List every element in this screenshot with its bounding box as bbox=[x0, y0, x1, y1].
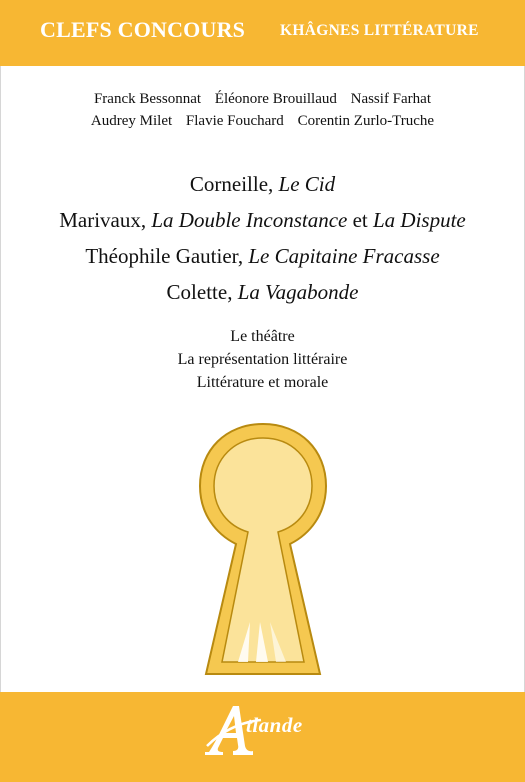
author-name: Éléonore Brouillaud bbox=[214, 91, 337, 107]
work-author: Marivaux, bbox=[59, 208, 152, 232]
work-author: Théophile Gautier, bbox=[85, 244, 249, 268]
work-line bbox=[0, 238, 525, 274]
work-title: La Double Inconstance bbox=[151, 208, 348, 232]
theme-item: La représentation littéraire bbox=[177, 351, 348, 368]
work-title: Le Capitaine Fracasse bbox=[248, 244, 440, 268]
author-name: Corentin Zurlo-Truche bbox=[297, 113, 435, 129]
keyhole-inner-shape bbox=[214, 438, 312, 662]
themes-list bbox=[0, 325, 525, 394]
work-line bbox=[0, 274, 525, 310]
author-name: Audrey Milet bbox=[90, 113, 173, 129]
work-line bbox=[0, 166, 525, 202]
publisher-name: tlande bbox=[246, 713, 303, 737]
keyhole-illustration bbox=[198, 422, 328, 677]
theme-item: Le théâtre bbox=[230, 328, 295, 345]
work-title: La Dispute bbox=[373, 208, 466, 232]
work-conjunction: et bbox=[347, 208, 373, 232]
author-name: Flavie Fouchard bbox=[185, 113, 284, 129]
author-row-2 bbox=[0, 110, 525, 132]
theme-item: Littérature et morale bbox=[196, 374, 329, 391]
work-author: Colette, bbox=[166, 280, 238, 304]
author-name: Nassif Farhat bbox=[350, 91, 432, 107]
works-list bbox=[0, 166, 525, 310]
work-title: Le Cid bbox=[278, 172, 336, 196]
header-band bbox=[0, 0, 525, 66]
publisher-logo bbox=[203, 700, 343, 760]
work-author: Corneille, bbox=[189, 172, 279, 196]
collection-title: KHÂGNES LITTÉRATURE bbox=[280, 22, 479, 39]
series-title: CLEFS CONCOURS bbox=[40, 17, 246, 42]
work-line bbox=[0, 202, 525, 238]
work-title: La Vagabonde bbox=[237, 280, 359, 304]
author-row-1 bbox=[0, 88, 525, 110]
author-list bbox=[0, 88, 525, 132]
author-name: Franck Bessonnat bbox=[93, 91, 202, 107]
